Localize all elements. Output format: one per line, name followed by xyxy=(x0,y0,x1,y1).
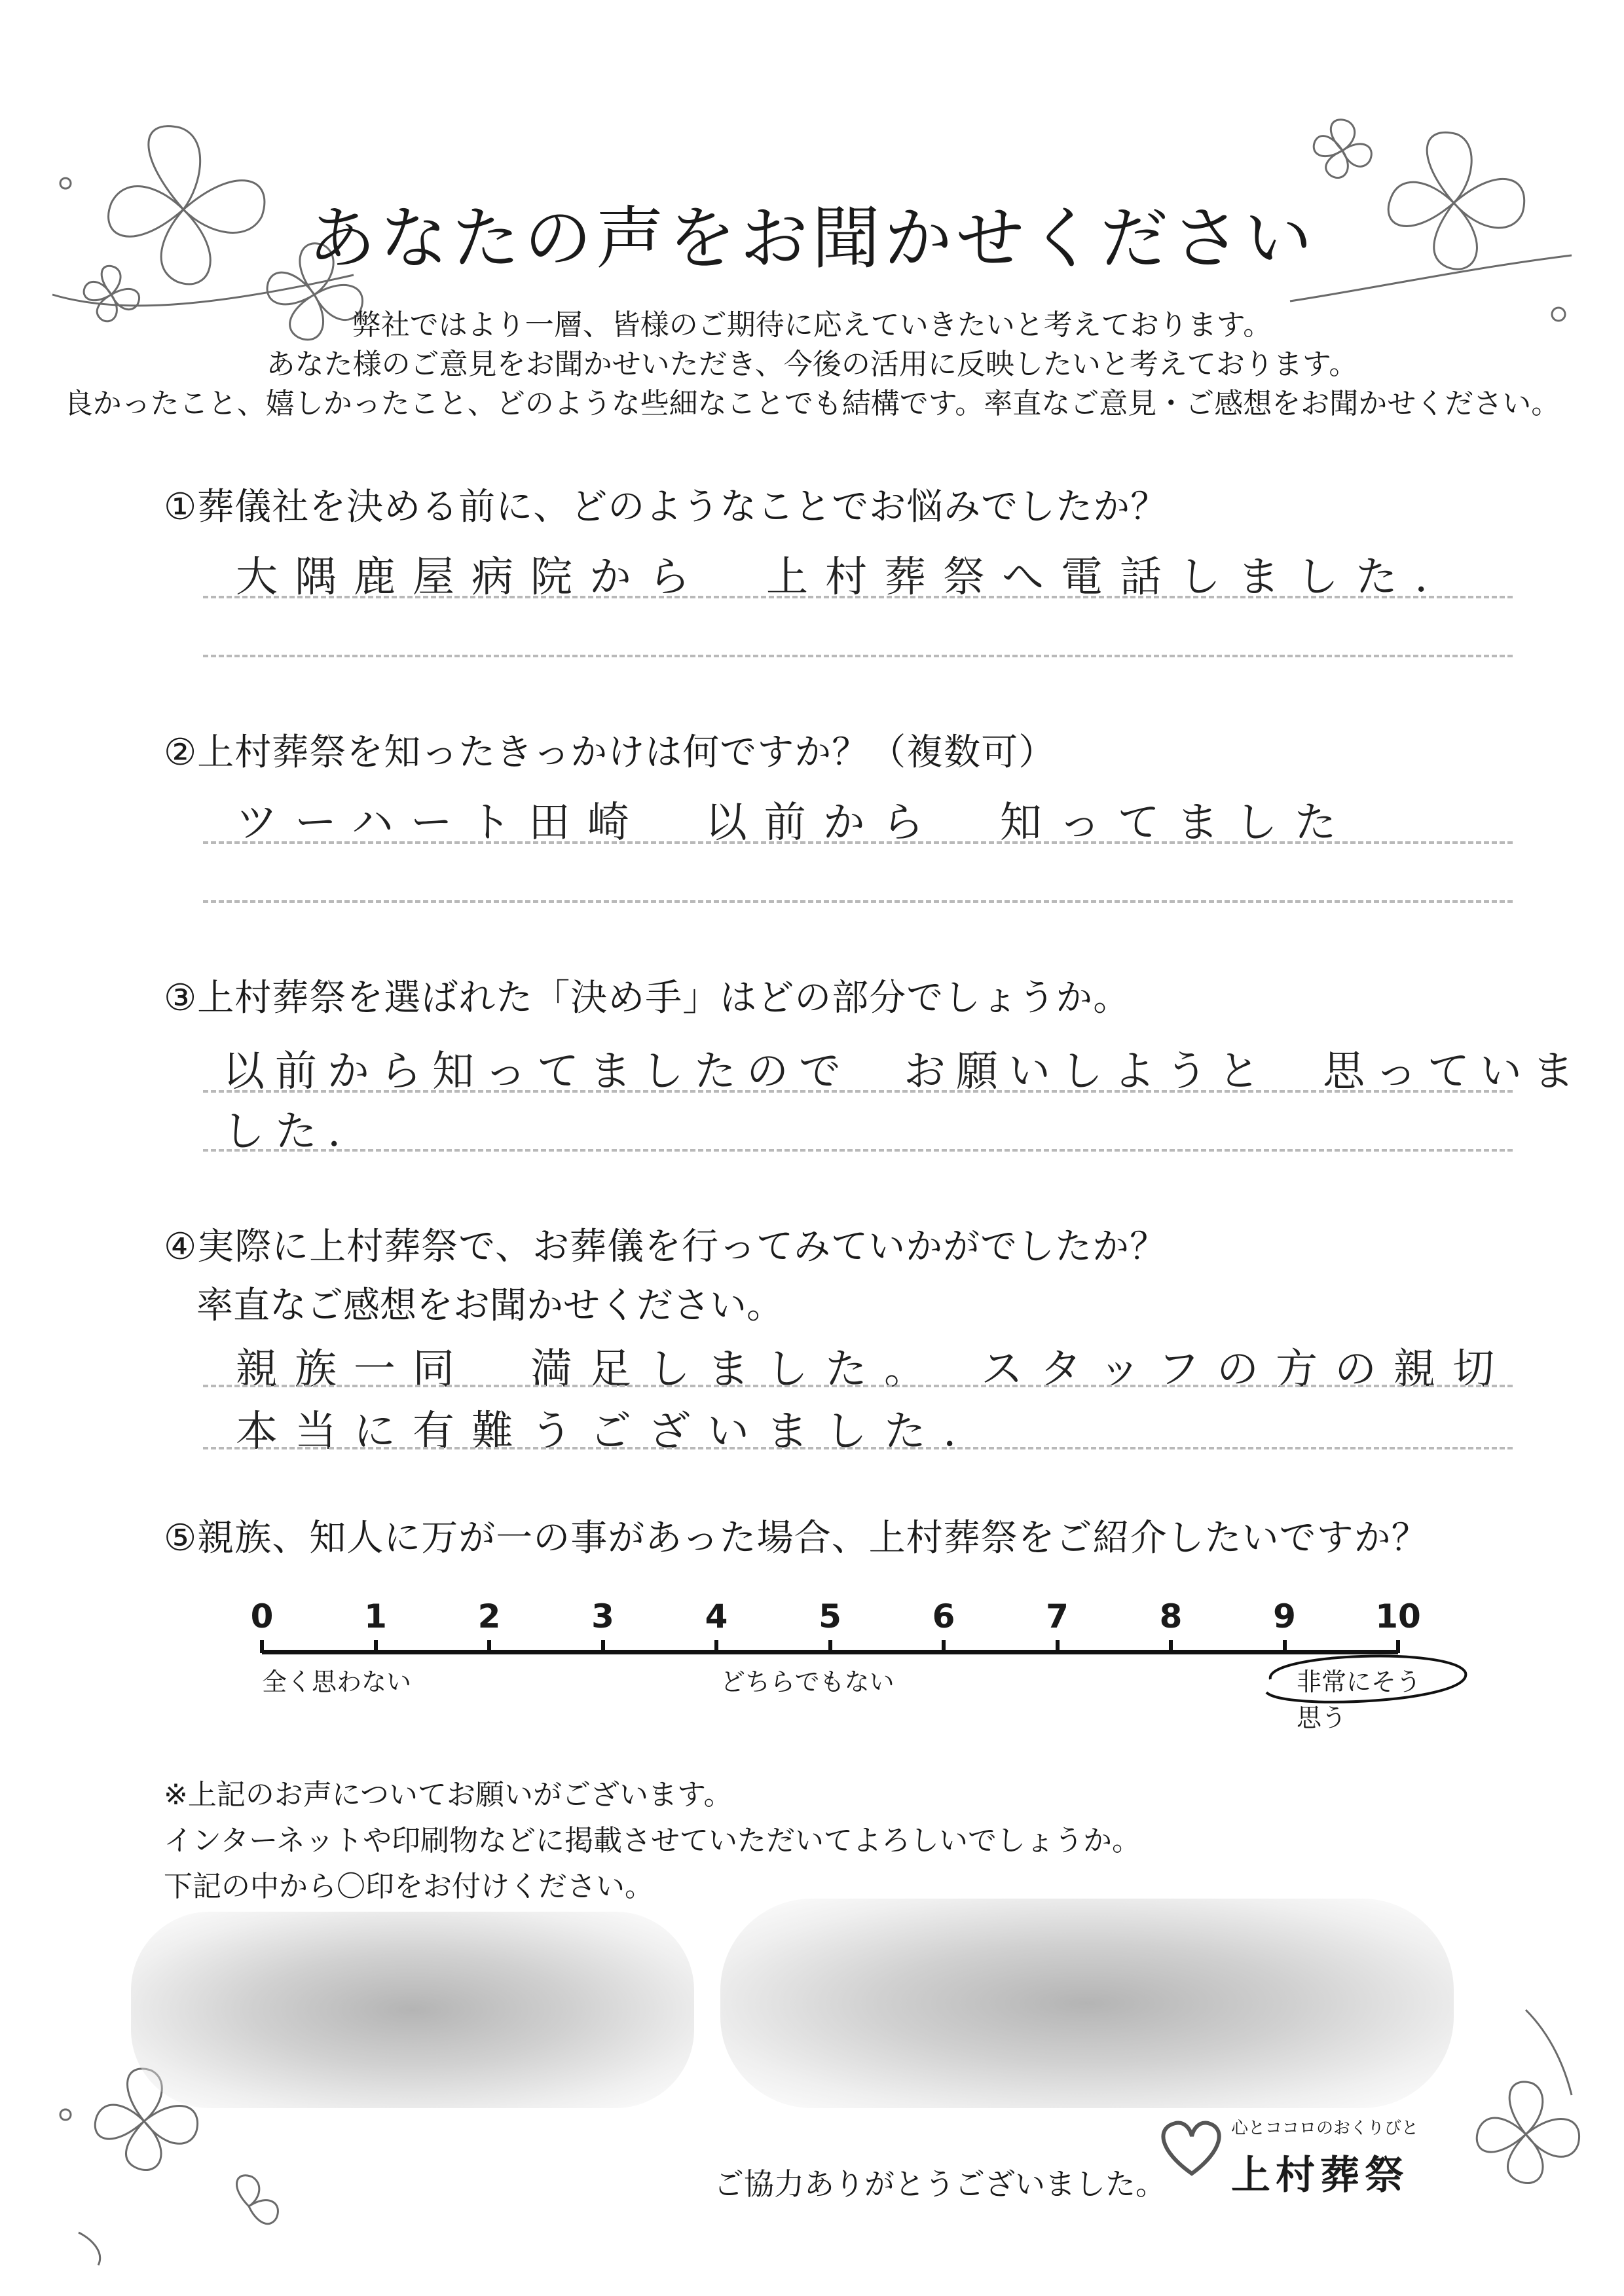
question-3: ③上村葬祭を選ばれた「決め手」はどの部分でしょうか。 xyxy=(164,977,1131,1019)
scale-label-high: 非常にそう思う xyxy=(1297,1667,1422,1732)
answer-line xyxy=(203,900,1513,903)
scale-tick-mark xyxy=(714,1640,718,1653)
scale-tick-mark xyxy=(1056,1640,1060,1653)
scale-label-mid: どちらでもない xyxy=(720,1667,895,1696)
scale-tick-mark xyxy=(487,1640,491,1653)
scale-tick-2: 2 xyxy=(477,1597,501,1635)
scale-tick-9: 9 xyxy=(1273,1597,1296,1635)
answer-line xyxy=(203,596,1513,598)
answer-line xyxy=(203,1385,1513,1387)
note-line-3: 下記の中から〇印をお付けください。 xyxy=(164,1870,654,1903)
scale-tick-8: 8 xyxy=(1159,1597,1183,1635)
rating-scale xyxy=(196,1584,1441,1732)
answer-line xyxy=(203,1149,1513,1152)
scale-tick-0: 0 xyxy=(250,1597,274,1635)
answer-3-line-1: 以前から知ってましたので お願いしようと 思っていました. xyxy=(223,1048,1585,1156)
scale-tick-6: 6 xyxy=(932,1597,955,1635)
scale-tick-7: 7 xyxy=(1046,1597,1069,1635)
answer-line xyxy=(203,655,1513,657)
intro-line-3: 良かったこと、嬉しかったこと、どのような些細なことでも結構です。率直なご意見・ご感想をお聞かせください。 xyxy=(64,387,1560,420)
scale-tick-mark xyxy=(601,1640,605,1653)
answer-line xyxy=(203,1090,1513,1093)
answer-4-line-1: 親族一同 満足しました。 スタッフの方の親切 xyxy=(236,1345,1511,1394)
answer-line xyxy=(203,841,1513,844)
scale-tick-mark xyxy=(260,1640,264,1653)
note-line-2: インターネットや印刷物などに掲載させていただいてよろしいでしょうか。 xyxy=(164,1824,1141,1857)
question-4: ④実際に上村葬祭で、お葬儀を行ってみていかがでしたか？ xyxy=(164,1226,1168,1268)
answer-line xyxy=(203,1447,1513,1449)
question-1: ①葬儀社を決める前に、どのようなことでお悩みでしたか？ xyxy=(164,486,1168,528)
scale-tick-1: 1 xyxy=(364,1597,387,1635)
answer-4-line-2: 本当に有難うございました. xyxy=(236,1408,974,1456)
scale-tick-4: 4 xyxy=(705,1597,728,1635)
scale-tick-5: 5 xyxy=(819,1597,841,1635)
thanks-message: ご協力ありがとうございました。 xyxy=(714,2166,1166,2202)
intro-line-2: あなた様のご意見をお聞かせいただき、今後の活用に反映したいと考えております。 xyxy=(266,348,1358,381)
scale-tick-mark xyxy=(828,1640,832,1653)
scale-tick-mark xyxy=(374,1640,378,1653)
redacted-area-left xyxy=(131,1912,694,2108)
answer-2-line-1: ツーハート田崎 以前から 知ってました xyxy=(236,799,1354,847)
selection-circle xyxy=(1257,1647,1473,1712)
page-title: あなたの声をお聞かせください xyxy=(307,198,1316,278)
brand-name: 上村葬祭 xyxy=(1231,2153,1409,2198)
question-5: ⑤親族、知人に万が一の事があった場合、上村葬祭をご紹介したいですか？ xyxy=(164,1517,1429,1559)
question-4-sub: 率直なご感想をお聞かせください。 xyxy=(196,1285,783,1327)
scale-tick-mark xyxy=(942,1640,946,1653)
scale-label-low: 全く思わない xyxy=(262,1667,412,1696)
brand-logo-mark xyxy=(1153,2111,1231,2183)
question-2: ②上村葬祭を知ったきっかけは何ですか？（複数可） xyxy=(164,731,1056,774)
redacted-area-right xyxy=(720,1899,1454,2108)
brand-tagline: 心とココロのおくりびと xyxy=(1231,2119,1419,2138)
scale-tick-3: 3 xyxy=(591,1597,614,1635)
scale-tick-mark xyxy=(1169,1640,1173,1653)
scale-tick-10: 10 xyxy=(1375,1597,1421,1635)
answer-1-line-1: 大隅鹿屋病院から 上村葬祭へ電話しました. xyxy=(236,553,1445,602)
intro-line-1: 弊社ではより一層、皆様のご期待に応えていきたいと考えております。 xyxy=(352,308,1272,342)
note-line-1: ※上記のお声についてお願いがございます。 xyxy=(164,1778,733,1812)
